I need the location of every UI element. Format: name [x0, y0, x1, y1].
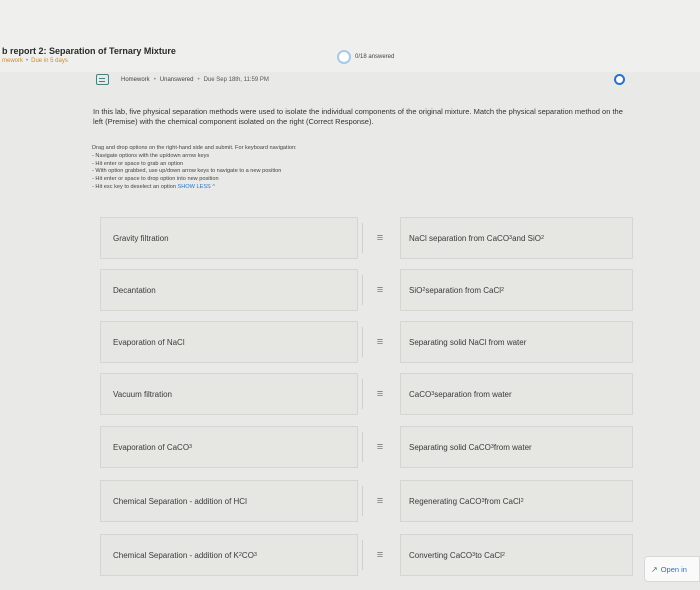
match-row — [0, 480, 700, 522]
homework-icon — [96, 74, 109, 85]
open-external-icon: ↗ — [651, 564, 658, 574]
progress-ring-icon — [337, 50, 351, 64]
match-row — [0, 373, 700, 415]
match-row — [0, 217, 700, 259]
drag-handle-icon[interactable]: ≡ — [362, 269, 398, 311]
match-row — [0, 426, 700, 468]
premise-item: Chemical Separation - addition of HCl — [100, 480, 358, 522]
match-row — [0, 269, 700, 311]
response-option[interactable]: Separating solid NaCl from water — [400, 321, 633, 363]
instruction-line: - Hit enter or space to drop option into new position — [92, 176, 219, 183]
question-meta — [96, 74, 269, 85]
response-option[interactable]: Converting CaCO 3 to CaCl 2 — [400, 534, 633, 576]
meta-due: Due Sep 18th, 11:59 PM — [203, 76, 269, 83]
premise-item: Decantation — [100, 269, 358, 311]
meta-type: Homework — [121, 76, 150, 83]
assignment-subtitle — [2, 58, 68, 64]
match-row — [0, 534, 700, 576]
assignment-due: Due in 5 days — [31, 58, 68, 64]
drag-handle-icon[interactable]: ≡ — [362, 426, 398, 468]
show-less-link[interactable]: SHOW LESS ^ — [177, 183, 215, 190]
response-option[interactable]: Separating solid CaCO 3 from water — [400, 426, 633, 468]
progress-text: 0/18 answered — [355, 54, 395, 60]
drag-handle-icon[interactable]: ≡ — [362, 480, 398, 522]
premise-item: Gravity filtration — [100, 217, 358, 259]
assignment-title[interactable]: b report 2: Separation of Ternary Mixture — [2, 46, 176, 56]
drag-handle-icon[interactable]: ≡ — [362, 321, 398, 363]
drag-handle-icon[interactable]: ≡ — [362, 534, 398, 576]
keyboard-instructions — [92, 145, 412, 192]
meta-status: Unanswered — [159, 76, 194, 83]
premise-item: Evaporation of NaCl — [100, 321, 358, 363]
instruction-line: - Navigate options with the up/down arrow keys — [92, 152, 210, 159]
separator-dot: • — [197, 76, 200, 83]
open-in-button[interactable] — [644, 556, 700, 582]
premise-item: Chemical Separation - addition of K 2 CO 3 — [100, 534, 358, 576]
open-in-label: Open in — [660, 564, 687, 574]
instruction-line: - With option grabbed, use up/down arrow keys to navigate to a new position — [92, 168, 282, 175]
response-option[interactable]: NaCl separation from CaCO 3 and SiO 2 — [400, 217, 633, 259]
drag-handle-icon[interactable]: ≡ — [362, 373, 398, 415]
help-icon[interactable] — [614, 74, 625, 85]
response-option[interactable]: SiO 2 separation from CaCl 2 — [400, 269, 633, 311]
question-text: In this lab, five physical separation methods were used to isolate the individual components of the original mixture. Match the physical separation method on the left (Premise) with the chemical component isolated on the right (Correct Response). — [93, 107, 623, 126]
premise-item: Evaporation of CaCO 3 — [100, 426, 358, 468]
premise-item: Vacuum filtration — [100, 373, 358, 415]
assignment-type: mework — [2, 58, 24, 64]
response-option[interactable]: CaCO 3 separation from water — [400, 373, 633, 415]
match-row — [0, 321, 700, 363]
progress-indicator[interactable] — [337, 50, 394, 64]
instruction-line-last — [92, 184, 412, 192]
instruction-line: - Hit esc key to deselect an option — [92, 183, 176, 190]
drag-handle-icon[interactable]: ≡ — [362, 217, 398, 259]
instructions-intro: Drag and drop options on the right-hand side and submit. For keyboard navigation: — [92, 145, 297, 151]
separator-dot: • — [26, 58, 29, 64]
separator-dot: • — [153, 76, 156, 83]
instruction-line: - Hit enter or space to grab an option — [92, 160, 184, 167]
response-option[interactable]: Regenerating CaCO 3 from CaCl 2 — [400, 480, 633, 522]
